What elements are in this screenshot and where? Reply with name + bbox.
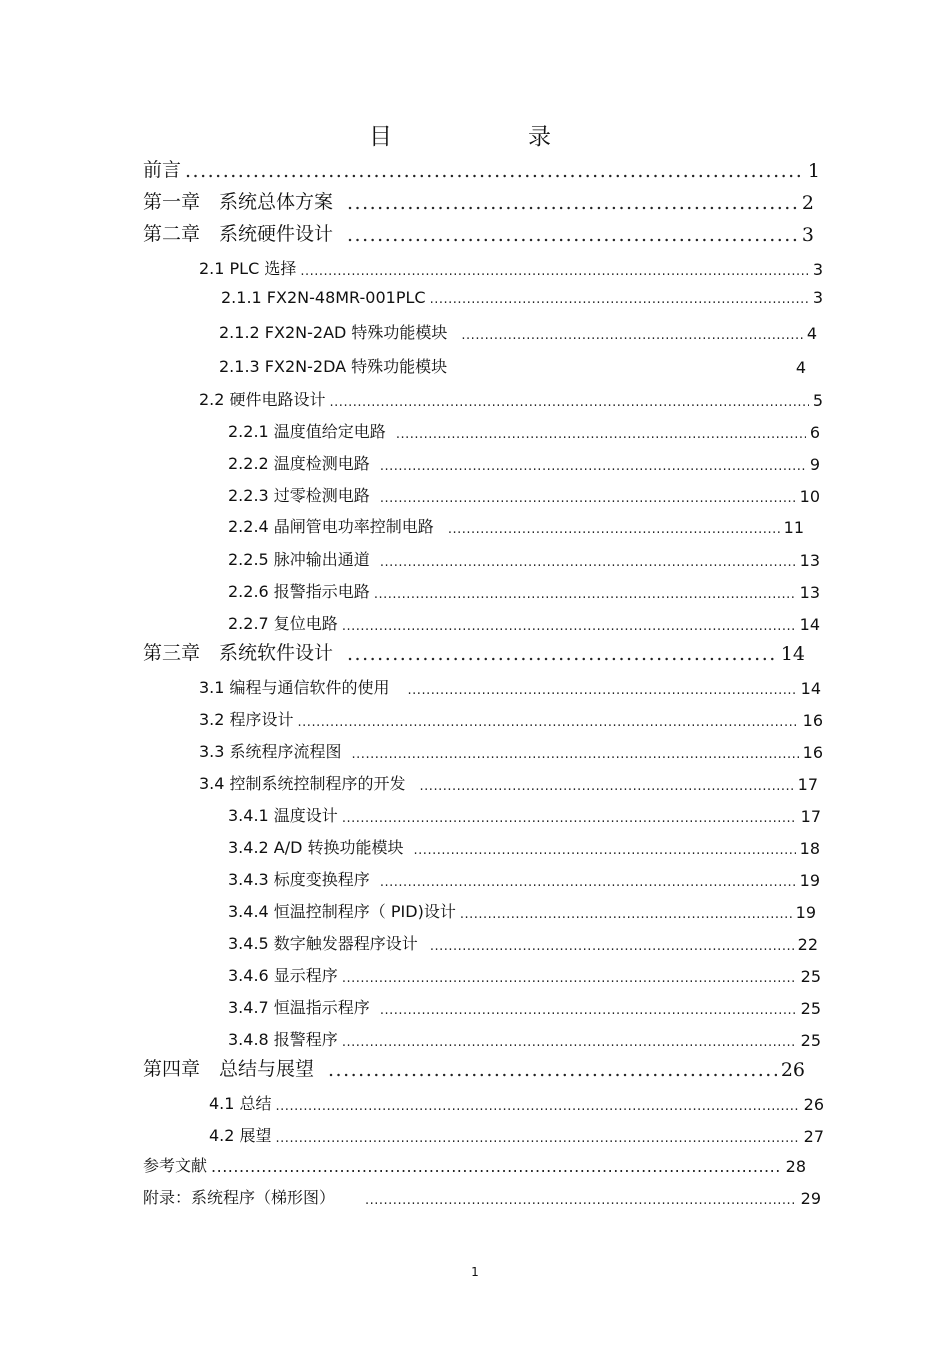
toc-entry-3-2[interactable] bbox=[199, 707, 823, 730]
toc-entry-label: 2.2.3 过零检测电路 bbox=[228, 486, 370, 505]
toc-entry-label: 3.4.6 显示程序 bbox=[228, 966, 338, 985]
toc-entry-2-2-7[interactable] bbox=[228, 611, 820, 634]
toc-entry-page: 22 bbox=[797, 935, 818, 954]
toc-entry-label: 2.1.1 FX2N-48MR-001PLC bbox=[221, 288, 426, 307]
toc-entry-chapter-1[interactable] bbox=[143, 187, 814, 214]
toc-entry-3-1[interactable] bbox=[199, 675, 821, 698]
toc-entry-page: 19 bbox=[799, 871, 820, 890]
toc-entry-label: 3.4.1 温度设计 bbox=[228, 806, 338, 825]
toc-entry-page: 27 bbox=[803, 1127, 824, 1146]
toc-entry-page: 14 bbox=[799, 615, 820, 634]
toc-entry-label: 2.1.3 FX2N-2DA 特殊功能模块 bbox=[219, 357, 448, 376]
toc-entry-label: 前言 bbox=[143, 159, 182, 181]
toc-entry-references[interactable] bbox=[143, 1153, 806, 1176]
toc-leader-dots bbox=[328, 1059, 777, 1081]
toc-entry-page: 6 bbox=[809, 423, 820, 442]
toc-entry-chapter-3[interactable] bbox=[143, 638, 805, 665]
toc-entry-2-2-5[interactable] bbox=[228, 547, 820, 570]
toc-entry-3-4-3[interactable] bbox=[228, 867, 820, 890]
toc-leader-dots bbox=[352, 747, 799, 762]
toc-entry-page: 14 bbox=[780, 643, 805, 665]
toc-entry-label: 2.2.4 晶闸管电功率控制电路 bbox=[228, 517, 434, 536]
toc-entry-page: 3 bbox=[812, 288, 823, 307]
toc-entry-label: 参考文献 bbox=[143, 1156, 208, 1175]
toc-entry-label: 4.1 总结 bbox=[209, 1094, 272, 1113]
toc-entry-page: 11 bbox=[783, 518, 804, 537]
toc-leader-dots bbox=[342, 971, 797, 986]
toc-entry-label: 3.4.4 恒温控制程序（ PID)设计 bbox=[228, 902, 456, 921]
toc-leader-dots bbox=[347, 224, 798, 246]
toc-leader-dots bbox=[342, 811, 797, 826]
toc-leader-dots bbox=[342, 619, 796, 634]
toc-leader-dots bbox=[330, 395, 809, 410]
toc-leader-dots bbox=[380, 555, 796, 570]
toc-entry-page: 25 bbox=[800, 967, 821, 986]
toc-entry-2-2-4[interactable] bbox=[228, 514, 804, 537]
toc-entry-page: 13 bbox=[799, 551, 820, 570]
toc-leader-dots bbox=[185, 160, 804, 182]
toc-entry-label: 2.2.2 温度检测电路 bbox=[228, 454, 370, 473]
toc-entry-3-4-1[interactable] bbox=[228, 803, 821, 826]
toc-leader-dots bbox=[298, 715, 799, 730]
footer-page-number: 1 bbox=[471, 1265, 479, 1279]
toc-entry-label: 3.4.7 恒温指示程序 bbox=[228, 998, 370, 1017]
toc-entry-label: 2.2 硬件电路设计 bbox=[199, 390, 326, 409]
toc-entry-3-4-2[interactable] bbox=[228, 835, 820, 858]
toc-leader-dots bbox=[211, 1157, 782, 1176]
toc-entry-chapter-4[interactable] bbox=[143, 1054, 805, 1081]
toc-entry-page: 26 bbox=[803, 1095, 824, 1114]
toc-leader-dots bbox=[460, 907, 792, 922]
toc-entry-label: 2.1.2 FX2N-2AD 特殊功能模块 bbox=[219, 323, 448, 342]
toc-entry-chapter-2[interactable] bbox=[143, 219, 814, 246]
toc-leader-dots bbox=[461, 328, 802, 343]
toc-entry-label: 第一章 系统总体方案 bbox=[143, 191, 334, 213]
toc-entry-label: 第二章 系统硬件设计 bbox=[143, 223, 334, 245]
toc-entry-page: 13 bbox=[799, 583, 820, 602]
toc-entry-page: 17 bbox=[800, 807, 821, 826]
toc-entry-label: 2.2.5 脉冲输出通道 bbox=[228, 550, 370, 569]
toc-entry-page: 3 bbox=[801, 224, 814, 246]
toc-entry-label: 3.4.2 A/D 转换功能模块 bbox=[228, 838, 404, 857]
toc-entry-page: 25 bbox=[800, 1031, 821, 1050]
toc-entry-page: 18 bbox=[799, 839, 820, 858]
toc-entry-label: 附录：系统程序（梯形图） bbox=[143, 1188, 336, 1207]
toc-entry-page: 1 bbox=[807, 160, 820, 182]
toc-entry-page: 4 bbox=[806, 324, 817, 343]
toc-entry-label: 3.4.5 数字触发器程序设计 bbox=[228, 934, 418, 953]
toc-leader-dots bbox=[430, 292, 809, 307]
toc-entry-label: 2.2.6 报警指示电路 bbox=[228, 582, 370, 601]
toc-leader-dots bbox=[430, 939, 794, 954]
toc-entry-preface[interactable] bbox=[143, 155, 820, 182]
toc-entry-3-4-8[interactable] bbox=[228, 1027, 821, 1050]
toc-entry-label: 4.2 展望 bbox=[209, 1126, 272, 1145]
toc-entry-3-4-4[interactable] bbox=[228, 899, 816, 922]
toc-entry-3-4-7[interactable] bbox=[228, 995, 821, 1018]
toc-entry-2-1[interactable] bbox=[199, 256, 823, 279]
toc-entry-2-1-2[interactable] bbox=[219, 320, 817, 343]
toc-leader-dots bbox=[414, 843, 796, 858]
toc-entry-3-4-5[interactable] bbox=[228, 931, 818, 954]
toc-entry-label: 3.3 系统程序流程图 bbox=[199, 742, 342, 761]
toc-entry-label: 第三章 系统软件设计 bbox=[143, 642, 334, 664]
toc-entry-4-1[interactable] bbox=[209, 1091, 824, 1114]
toc-leader-dots bbox=[380, 459, 806, 474]
toc-entry-2-2-1[interactable] bbox=[228, 419, 820, 442]
toc-entry-page: 16 bbox=[802, 743, 823, 762]
toc-entry-label: 2.2.1 温度值给定电路 bbox=[228, 422, 386, 441]
toc-leader-dots bbox=[365, 1193, 797, 1208]
toc-entry-page: 4 bbox=[795, 358, 806, 377]
toc-entry-2-2-2[interactable] bbox=[228, 451, 820, 474]
toc-entry-page: 16 bbox=[802, 711, 823, 730]
toc-entry-page: 2 bbox=[801, 192, 814, 214]
toc-title: 目 录 bbox=[369, 124, 581, 150]
toc-entry-label: 2.1 PLC 选择 bbox=[199, 259, 297, 278]
toc-entry-3-3[interactable] bbox=[199, 739, 823, 762]
toc-entry-label: 3.4 控制系统控制程序的开发 bbox=[199, 774, 406, 793]
toc-leader-dots bbox=[380, 491, 796, 506]
toc-entry-page: 19 bbox=[795, 903, 816, 922]
toc-leader-dots bbox=[448, 522, 780, 537]
toc-entry-page: 28 bbox=[785, 1157, 806, 1176]
toc-leader-dots bbox=[396, 427, 806, 442]
toc-entry-page: 26 bbox=[780, 1059, 805, 1081]
toc-entry-appendix[interactable] bbox=[143, 1185, 821, 1208]
toc-entry-2-2[interactable] bbox=[199, 387, 823, 410]
toc-entry-page: 25 bbox=[800, 999, 821, 1018]
toc-leader-dots bbox=[374, 587, 796, 602]
toc-leader-dots bbox=[276, 1099, 800, 1114]
toc-leader-dots bbox=[342, 1035, 797, 1050]
toc-entry-page: 29 bbox=[800, 1189, 821, 1208]
toc-leader-dots bbox=[300, 264, 808, 279]
toc-entry-2-2-6[interactable] bbox=[228, 579, 820, 602]
toc-entry-label: 3.4.3 标度变换程序 bbox=[228, 870, 370, 889]
toc-entry-page: 9 bbox=[809, 455, 820, 474]
toc-entry-label: 第四章 总结与展望 bbox=[143, 1058, 315, 1080]
toc-entry-3-4[interactable] bbox=[199, 771, 818, 794]
toc-entry-2-2-3[interactable] bbox=[228, 483, 820, 506]
toc-leader-dots bbox=[380, 875, 796, 890]
toc-entry-label: 3.4.8 报警程序 bbox=[228, 1030, 338, 1049]
toc-entry-page: 5 bbox=[812, 391, 823, 410]
toc-entry-page: 17 bbox=[797, 775, 818, 794]
toc-entry-3-4-6[interactable] bbox=[228, 963, 821, 986]
toc-leader-dots bbox=[347, 643, 777, 665]
toc-leader-dots bbox=[347, 192, 798, 214]
toc-entry-page: 14 bbox=[800, 679, 821, 698]
toc-entry-2-1-1[interactable] bbox=[221, 288, 823, 307]
toc-entry-label: 2.2.7 复位电路 bbox=[228, 614, 338, 633]
toc-entry-label: 3.2 程序设计 bbox=[199, 710, 294, 729]
toc-entry-4-2[interactable] bbox=[209, 1123, 824, 1146]
toc-entry-label: 3.1 编程与通信软件的使用 bbox=[199, 678, 390, 697]
toc-entry-page: 10 bbox=[799, 487, 820, 506]
toc-leader-dots bbox=[420, 779, 794, 794]
toc-entry-page: 3 bbox=[812, 260, 823, 279]
toc-leader-dots bbox=[380, 1003, 797, 1018]
toc-leader-dots bbox=[276, 1131, 800, 1146]
toc-leader-dots bbox=[408, 683, 797, 698]
toc-entry-2-1-3[interactable] bbox=[219, 354, 806, 377]
